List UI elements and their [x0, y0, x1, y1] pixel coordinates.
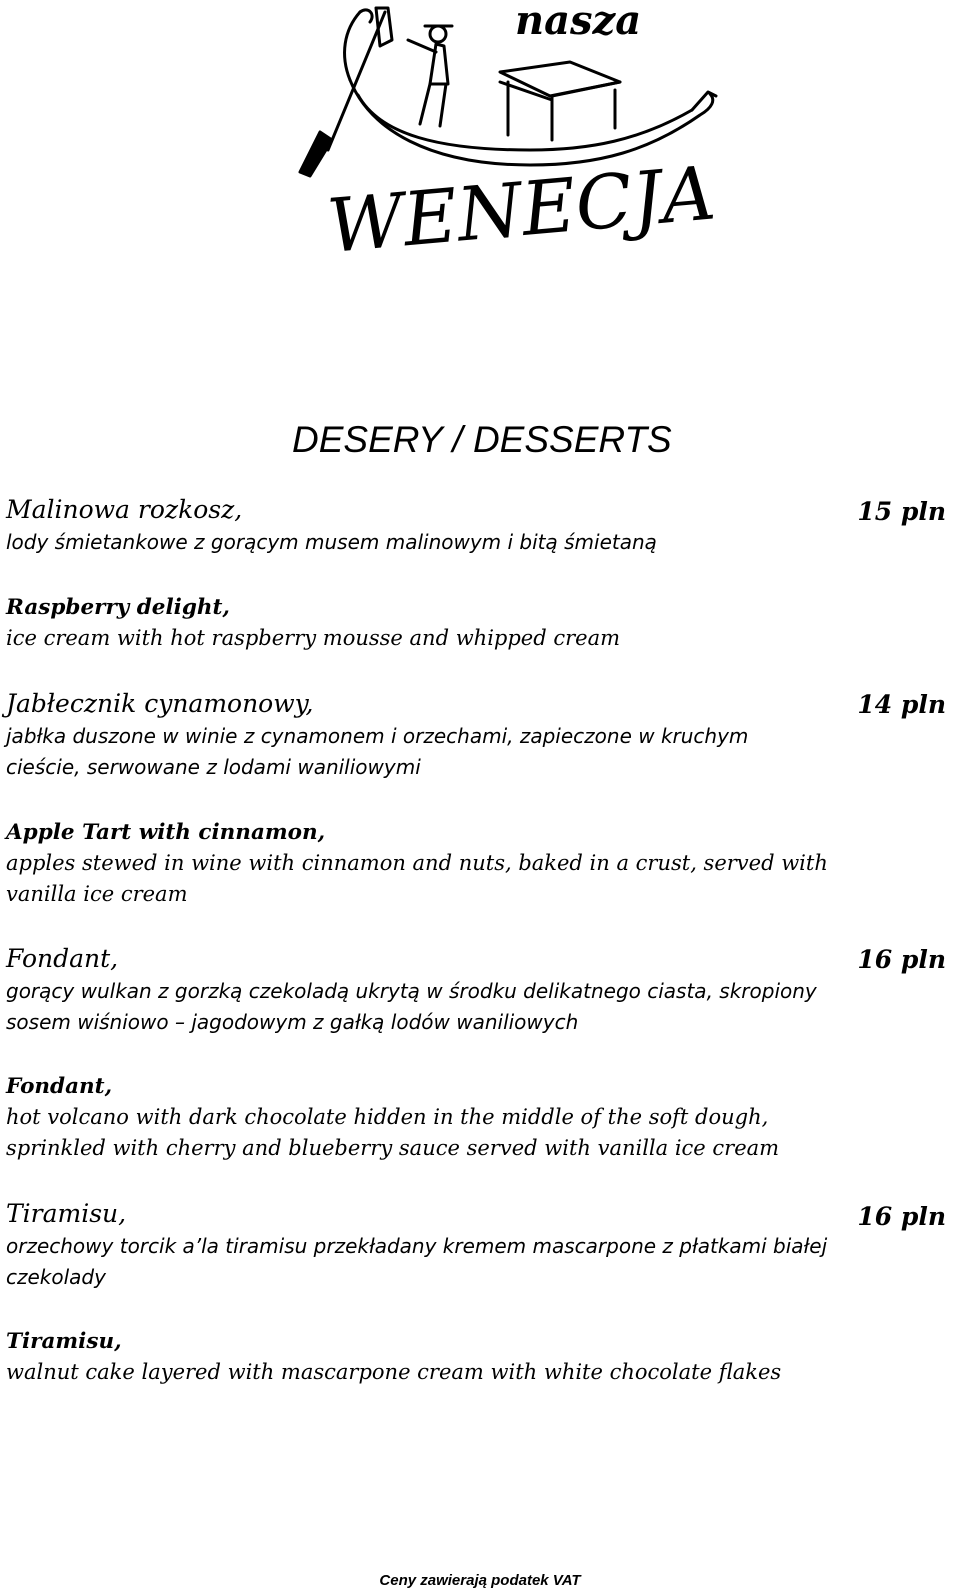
item-price: 16 pln — [857, 945, 946, 974]
item-price: 16 pln — [857, 1202, 946, 1231]
item-description: gorący wulkan z gorzką czekoladą ukrytą w środku delikatnego ciasta, skropiony sosem wiśniowo – jagodowym z gałką lodów waniliowych — [6, 979, 817, 1034]
menu-item-pl — [6, 942, 856, 1038]
item-title: Tiramisu, — [6, 1199, 127, 1228]
restaurant-logo — [280, 0, 720, 275]
vat-note: Ceny zawierają podatek VAT — [379, 1572, 581, 1589]
item-title: Apple Tart with cinnamon, — [6, 820, 326, 845]
item-description: lody śmietankowe z gorącym musem malinowym i bitą śmietaną — [6, 530, 657, 554]
item-description: apples stewed in wine with cinnamon and nuts, baked in a crust, served with vanilla ice cream — [6, 851, 828, 906]
item-title: Fondant, — [6, 944, 119, 973]
menu-heading: DESERY / DESSERTS — [292, 419, 672, 460]
item-title: Jabłecznik cynamonowy, — [6, 689, 314, 718]
item-description: orzechowy torcik a’la tiramisu przekładany kremem mascarpone z płatkami białej czekolady — [6, 1234, 828, 1289]
item-description: jabłka duszone w winie z cynamonem i orzechami, zapieczone w kruchym cieście, serwowane z lodami waniliowymi — [6, 724, 749, 779]
item-description: walnut cake layered with mascarpone cream with white chocolate flakes — [6, 1360, 782, 1384]
menu-item-en — [6, 817, 846, 910]
item-title: Tiramisu, — [6, 1329, 122, 1354]
menu-item-en — [6, 1326, 856, 1388]
menu-item-en — [6, 592, 856, 654]
item-description: ice cream with hot raspberry mousse and whipped cream — [6, 626, 621, 650]
item-title: Malinowa rozkosz, — [6, 495, 243, 524]
logo-line1: nasza — [515, 0, 642, 44]
menu-item-pl — [6, 493, 856, 558]
logo-line2: WENECJA — [324, 150, 719, 270]
menu-item-pl — [6, 1197, 856, 1293]
item-title: Fondant, — [6, 1074, 113, 1099]
item-description: hot volcano with dark chocolate hidden in the middle of the soft dough, sprinkled with cherry and blueberry sauce served with vanilla ice cream — [6, 1105, 780, 1160]
item-price: 14 pln — [857, 690, 946, 719]
item-title: Raspberry delight, — [6, 595, 230, 620]
item-price: 15 pln — [857, 497, 946, 526]
menu-item-en — [6, 1071, 856, 1164]
menu-item-pl — [6, 687, 826, 783]
